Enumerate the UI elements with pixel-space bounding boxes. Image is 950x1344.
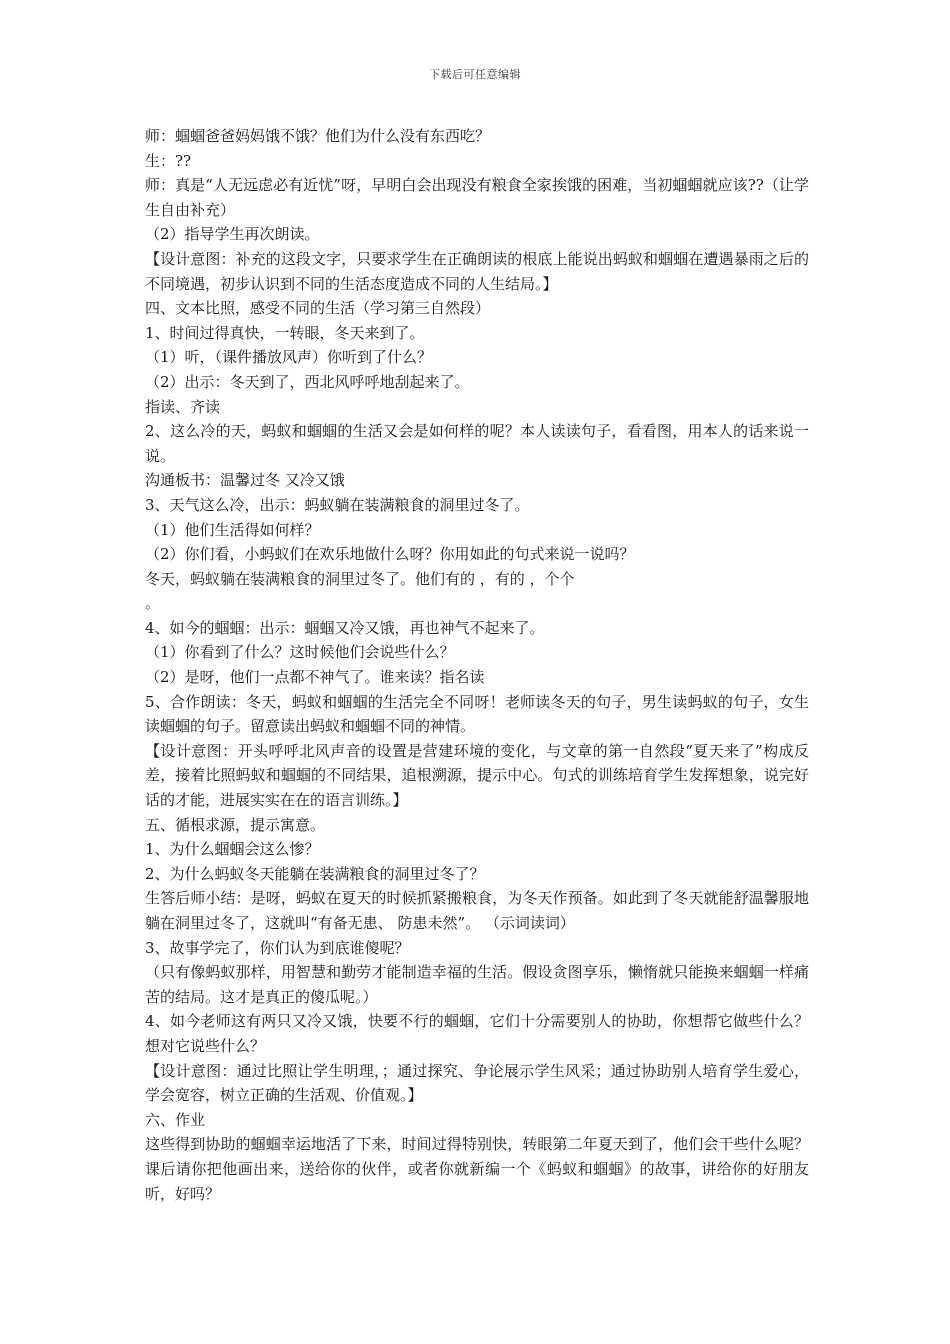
paragraph: （1）他们生活得如何样？ — [145, 520, 320, 539]
paragraph: （1）听，（课件播放风声）你听到了什么？ — [145, 348, 433, 367]
paragraph: 。 — [145, 594, 161, 613]
paragraph: （只有像蚂蚁那样，用智慧和勤劳才能制造幸福的生活。假设贪图享乐，懒惰就只能换来蝈蝈一样痛苦的结局。这才是真正的傻瓜呢。） — [145, 963, 809, 1006]
section-heading: 六、作业 — [145, 1110, 206, 1129]
paragraph: 3、天气这么冷，出示：蚂蚁躺在装满粮食的洞里过冬了。 — [145, 495, 530, 514]
paragraph: 这些得到协助的蝈蝈幸运地活了下来，时间过得特别快，转眼第二年夏天到了，他们会干些什么呢？课后请你把他画出来，送给你的伙伴，或者你就新编一个《蚂蚁和蝈蝈》的故事，讲给你的好朋友听，好吗？ — [145, 1135, 809, 1203]
section-heading: 五、循根求源，提示寓意。 — [145, 815, 326, 834]
paragraph: 2、为什么蚂蚁冬天能躺在装满粮食的洞里过冬了？ — [145, 864, 485, 883]
paragraph: 4、如今老师这有两只又冷又饿，快要不行的蝈蝈，它们十分需要别人的协助，你想帮它做些什么？想对它说些什么？ — [145, 1012, 809, 1055]
paragraph: （2）指导学生再次朗读。 — [145, 225, 320, 244]
paragraph: 冬天，蚂蚁躺在装满粮食的洞里过冬了。他们有的 ，有的 ，个个 — [145, 569, 575, 588]
paragraph: 4、如今的蝈蝈：出示：蝈蝈又冷又饿，再也神气不起来了。 — [145, 618, 545, 637]
document-body — [145, 124, 809, 1206]
page-header: 下载后可任意编辑 — [429, 68, 521, 81]
paragraph: 生答后师小结：是呀，蚂蚁在夏天的时候抓紧搬粮食，为冬天作预备。如此到了冬天就能舒温馨服地躺在洞里过冬了，这就叫“有备无患、 防患未然”。 （示词读词） — [145, 889, 809, 932]
design-intent-note: 【设计意图：补充的这段文字，只要求学生在正确朗读的根底上能说出蚂蚁和蝈蝈在遭遇暴雨之后的不同境遇，初步认识到不同的生活态度造成不同的人生结局。】 — [145, 249, 809, 293]
paragraph: 师：真是“人无远虑必有近忧”呀，早明白会出现没有粮食全家挨饿的困难，当初蝈蝈就应该??（让学生自由补充） — [145, 176, 809, 219]
paragraph: 3、故事学完了，你们认为到底谁傻呢？ — [145, 938, 410, 957]
paragraph: 1、时间过得真快，一转眼，冬天来到了。 — [145, 323, 425, 342]
design-intent-note: 【设计意图：开头呼呼北风声音的设置是营建环境的变化，与文章的第一自然段“夏天来了”构成反差，接着比照蚂蚁和蝈蝈的不同结果，追根溯源，提示中心。句式的训练培育学生发挥想象，说完好话的才能，进展实实在在的语言训练。】 — [145, 741, 809, 810]
paragraph: 师：蝈蝈爸爸妈妈饿不饿？他们为什么没有东西吃？ — [145, 127, 491, 145]
paragraph: 1、为什么蝈蝈会这么惨？ — [145, 840, 320, 859]
paragraph: 5、合作朗读：冬天，蚂蚁和蝈蝈的生活完全不同呀！老师读冬天的句子，男生读蚂蚁的句子，女生读蝈蝈的句子。留意读出蚂蚁和蝈蝈不同的神情。 — [145, 692, 809, 736]
paragraph: 沟通板书：温馨过冬 又冷又饿 — [145, 471, 345, 490]
paragraph: 生：?? — [145, 151, 192, 170]
paragraph: （2）你们看，小蚂蚁们在欢乐地做什么呀？你用如此的句式来说一说吗？ — [145, 545, 635, 564]
design-intent-note: 【设计意图：通过比照让学生明理，；通过探究、争论展示学生风采；通过协助别人培育学生爱心，学会宽容，树立正确的生活观、价值观。】 — [145, 1061, 809, 1105]
paragraph: 2、这么冷的天，蚂蚁和蝈蝈的生活又会是如何样的呢？本人读读句子，看看图，用本人的话来说一说。 — [145, 422, 809, 465]
paragraph: （2）出示：冬天到了，西北风呼呼地刮起来了。 — [145, 372, 470, 391]
paragraph: （2）是呀，他们一点都不神气了。谁来读？指名读 — [145, 668, 485, 687]
paragraph: （1）你看到了什么？这时候他们会说些什么？ — [145, 643, 455, 662]
section-heading: 四、文本比照，感受不同的生活（学习第三自然段） — [145, 299, 491, 318]
paragraph: 指读、齐读 — [145, 397, 221, 416]
